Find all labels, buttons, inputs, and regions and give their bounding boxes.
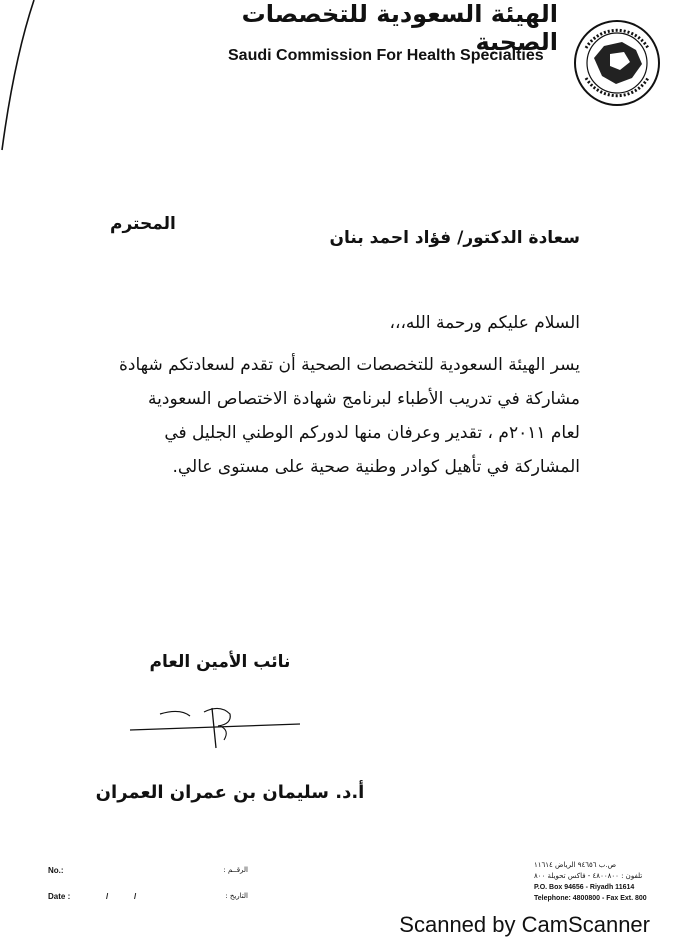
scanner-watermark: Scanned by CamScanner [399,912,650,937]
address-en-line: Telephone: 4800800 - Fax Ext. 800 [534,895,647,902]
contact-address [534,860,684,904]
body-line: المشاركة في تأهيل كوادر وطنية صحية على مستوى عالي. [172,457,580,477]
org-name-english: Saudi Commission For Health Specialties [228,47,544,64]
body-line: لعام ٢٠١١م ، تقدير وعرفان منها لدوركم الوطني الجليل في [164,423,580,443]
signatory-name: أ.د. سليمان بن عمران العمران [95,782,365,803]
letter-body [90,348,580,484]
handwritten-signature [120,700,310,760]
number-label-en: No.: [48,866,64,875]
date-label-ar: التاريخ : [225,892,248,900]
reference-fields [48,866,248,918]
number-field [48,866,248,892]
address-ar-line: ص.ب ٩٤٦٥٦ الرياض ١١٦١٤ [534,861,617,869]
page-edge-line [0,0,40,160]
body-line: مشاركة في تدريب الأطباء لبرنامج شهادة الاختصاص السعودية [148,389,580,409]
number-label-ar: الرقــم : [223,866,248,874]
address-en-line: P.O. Box 94656 - Riyadh 11614 [534,884,635,891]
signatory-title: نائب الأمين العام [149,652,291,672]
body-line: يسر الهيئة السعودية للتخصصات الصحية أن تقدم لسعادتكم شهادة [119,355,580,375]
date-separator: / [106,892,109,901]
date-label-en: Date : [48,892,71,901]
org-name-arabic: الهيئة السعودية للتخصصات الصحية [241,0,558,56]
greeting: السلام عليكم ورحمة الله،،، [389,313,580,333]
addressee: سعادة الدكتور/ فؤاد احمد بنان [329,228,580,248]
date-field [48,892,248,918]
date-separator: / [134,892,137,901]
honorific: المحترم [110,214,176,234]
address-ar-line: تلفون : ٤٨٠٠٨٠٠ - فاكس تحويلة ٨٠٠ [534,872,643,880]
commission-seal-logo [572,18,662,108]
